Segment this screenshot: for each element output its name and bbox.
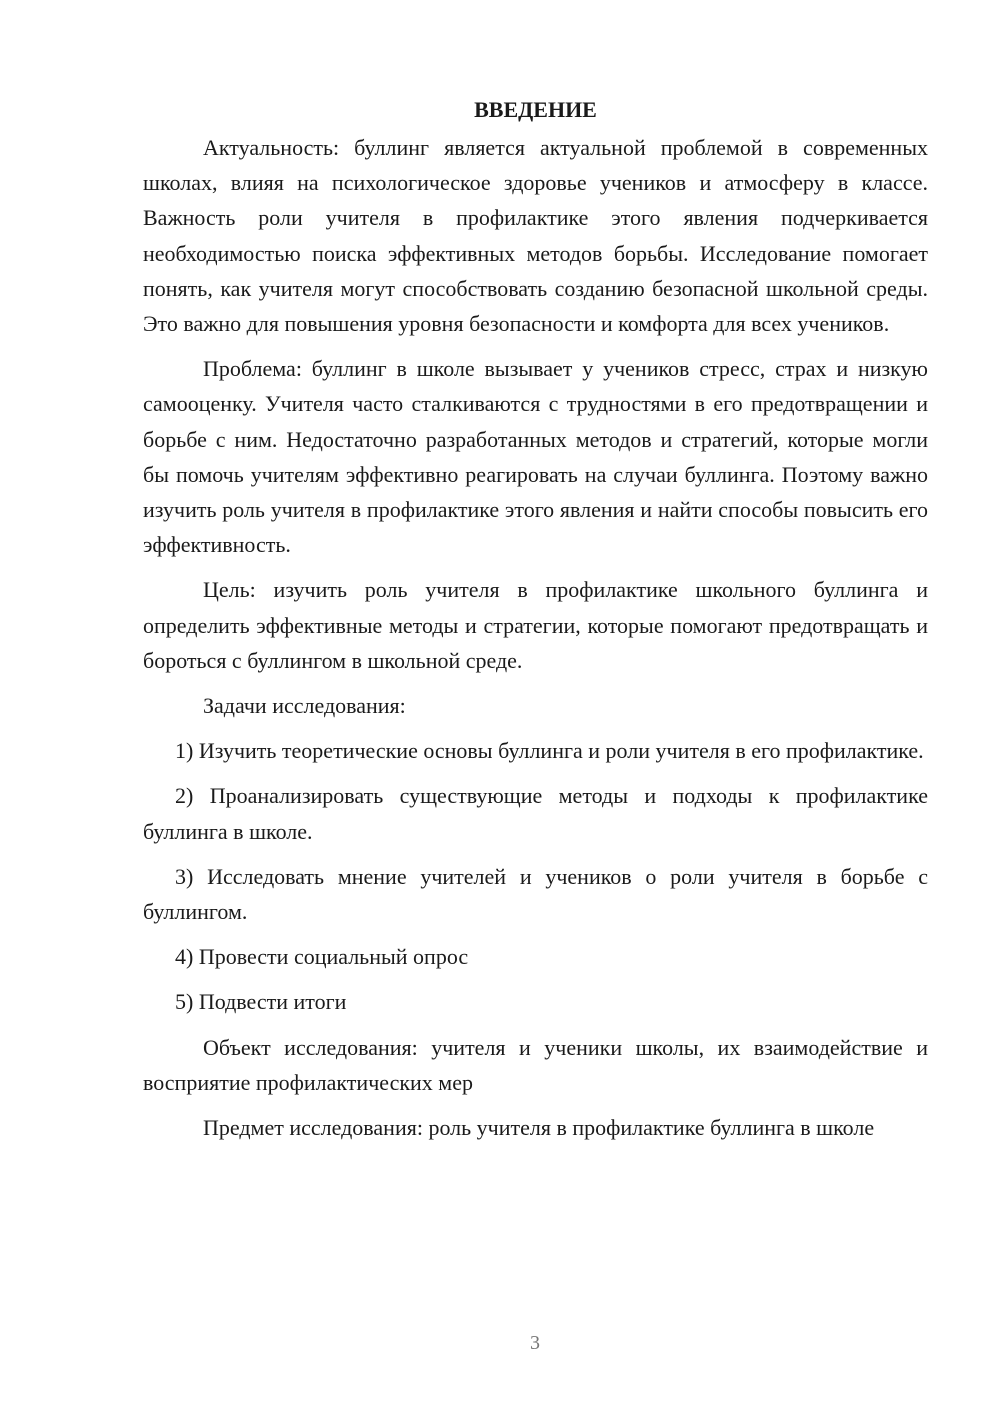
relevance-paragraph: Актуальность: буллинг является актуальной проблемой в современных школах, влияя на психологическое здоровье учеников и атмосферу в классе. Важность роли учителя в профилактике этого явления подчеркивается необходимостью поиска эффективных методов борьбы. Исследование помогает понять, как учителя могут способствовать созданию безопасной школьной среды. Это важно для повышения уровня безопасности и комфорта для всех учеников. [143,135,928,337]
task-item-3: 3) Исследовать мнение учителей и учеников о роли учителя в борьбе с буллингом. [143,863,928,925]
task-item-2: 2) Проанализировать существующие методы и подходы к профилактике буллинга в школе. [143,783,928,844]
tasks-list [143,733,928,1019]
tasks-title: Задачи исследования: [203,693,406,719]
object-paragraph: Объект исследования: учителя и ученики школы, их взаимодействие и восприятие профилактических мер [143,1034,928,1095]
subject-paragraph: Предмет исследования: роль учителя в профилактике буллинга в школе [203,1115,875,1141]
goal-paragraph: Цель: изучить роль учителя в профилактике школьного буллинга и определить эффективные методы и стратегии, которые помогают предотвращать и бороться с буллингом в школьной среде. [143,577,928,673]
page-number: 3 [530,1332,540,1354]
section-heading: ВВЕДЕНИЕ [474,97,597,122]
task-item-4: 4) Провести социальный опрос [175,944,469,970]
page-content [143,92,928,1155]
task-item-1: 1) Изучить теоретические основы буллинга и роли учителя в его профилактике. [175,738,924,764]
task-item-5: 5) Подвести итоги [175,989,347,1015]
problem-paragraph: Проблема: буллинг в школе вызывает у учеников стресс, страх и низкую самооценку. Учителя часто сталкиваются с трудностями в его предотвращении и борьбе с ним. Недостаточно разработанных методов и стратегий, которые могли бы помочь учителям эффективно реагировать на случаи буллинга. Поэтому важно изучить роль учителя в профилактике этого явления и найти способы повысить его эффективность. [143,356,928,558]
